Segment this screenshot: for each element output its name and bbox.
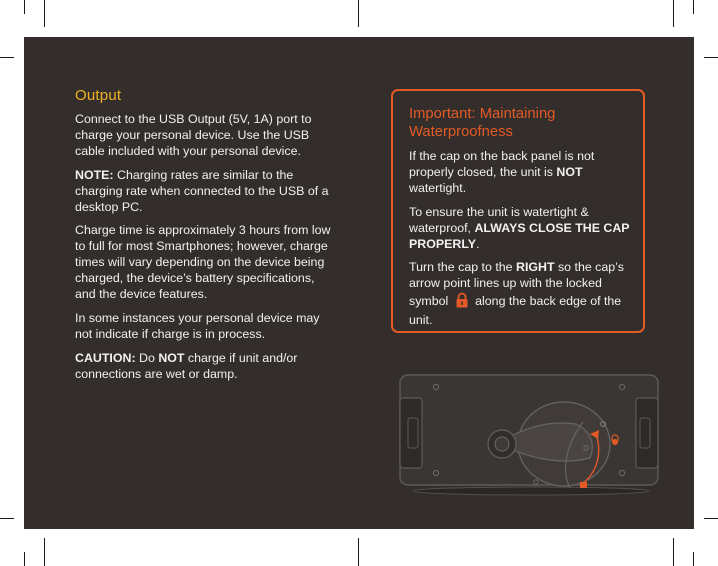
usb-output-paragraph: Connect to the USB Output (5V, 1A) port to charge your personal device. Use the USB cable included with your personal device. [75, 112, 312, 158]
cap-warning-post: watertight. [409, 180, 467, 195]
close-cap-paragraph [409, 205, 631, 253]
charge-time-paragraph: Charge time is approximately 3 hours from low to full for most Smartphones; however, charge times will vary depending on the device being charged, the device’s battery specifications, and the device features. [75, 223, 331, 302]
manual-page [24, 37, 694, 529]
note-paragraph [75, 168, 331, 216]
crop-mark [44, 0, 45, 27]
caution-label: CAUTION: [75, 350, 136, 365]
crop-mark [704, 518, 718, 519]
crop-mark [358, 0, 359, 27]
turn-cap-pre: Turn the cap to the [409, 260, 516, 275]
cap-warning-not: NOT [556, 164, 583, 179]
crop-mark [0, 57, 14, 58]
cap-warning-paragraph [409, 149, 631, 197]
output-section [75, 112, 331, 391]
close-cap-post: . [476, 236, 480, 251]
turn-cap-right: RIGHT [516, 260, 555, 275]
caution-pre: Do [135, 350, 159, 365]
crop-mark [358, 538, 359, 566]
lock-icon [455, 292, 469, 313]
cap-warning-pre: If the cap on the back panel is not properly closed, the unit is [409, 149, 595, 179]
caution-post: charge if unit and/or connections are wet or damp. [75, 350, 298, 381]
waterproofness-heading: Important: Maintaining Waterproofness [409, 106, 556, 140]
turn-cap-post: along the back edge of the unit. [409, 294, 622, 328]
crop-mark [693, 0, 694, 14]
output-heading: Output [75, 87, 122, 104]
crop-mark [0, 518, 14, 519]
turn-cap-paragraph [409, 260, 631, 329]
crop-mark [673, 538, 674, 566]
crop-mark [673, 0, 674, 27]
close-cap-bold: ALWAYS CLOSE THE CAP PROPERLY [409, 220, 630, 251]
waterproofness-body [409, 149, 631, 337]
crop-mark [693, 552, 694, 566]
crop-mark [44, 538, 45, 566]
caution-not: NOT [158, 350, 185, 365]
crop-mark [24, 552, 25, 566]
turn-cap-mid: so the cap’s arrow point lines up with the locked symbol [409, 260, 624, 309]
waterproofness-callout [391, 89, 645, 333]
note-text: Charging rates are similar to the charging rate when connected to the USB of a desktop PC. [75, 167, 329, 214]
note-label: NOTE: [75, 167, 114, 182]
device-back-panel-illustration [396, 372, 666, 502]
crop-mark [704, 57, 718, 58]
crop-mark [24, 0, 25, 14]
close-cap-pre: To ensure the unit is watertight & waterproof, [409, 204, 589, 235]
caution-paragraph [75, 351, 331, 383]
charge-indicator-paragraph: In some instances your personal device may not indicate if charge is in process. [75, 310, 320, 341]
